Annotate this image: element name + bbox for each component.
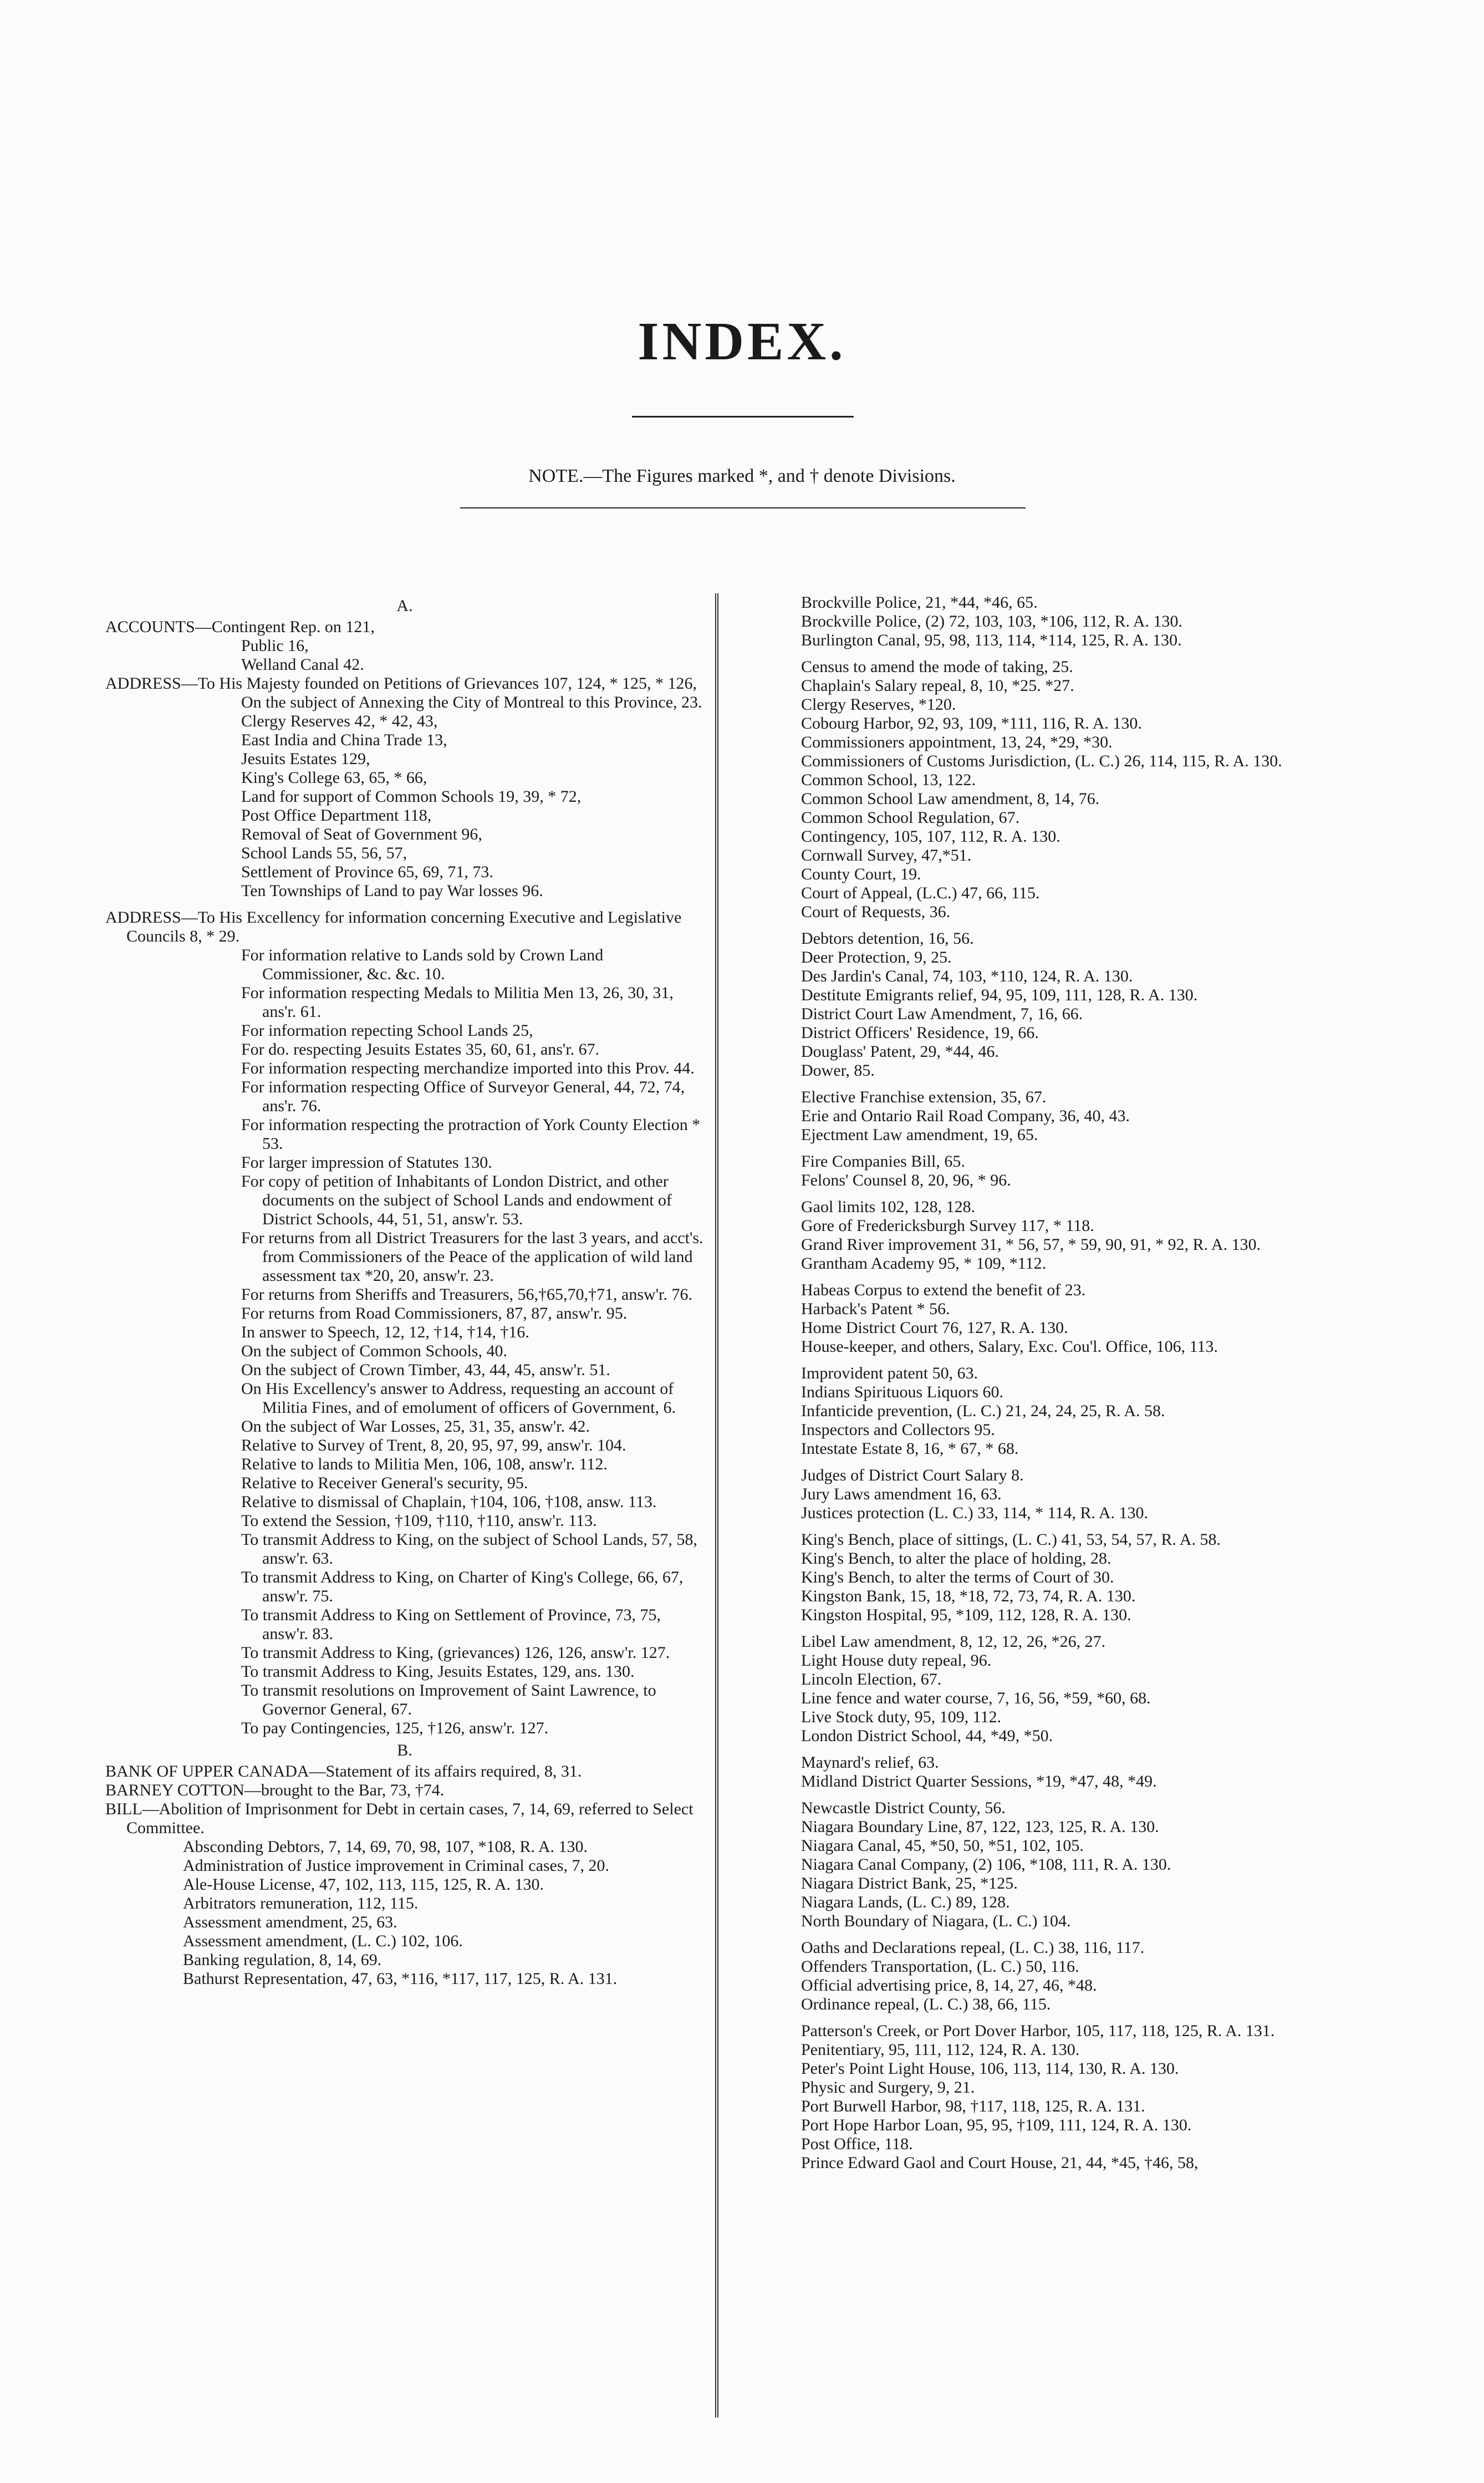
index-entry: King's Bench, to alter the terms of Court of 30.: [801, 1568, 1114, 1586]
index-entry: Court of Appeal, (L.C.) 47, 66, 115.: [801, 884, 1040, 902]
index-entry: Infanticide prevention, (L. C.) 21, 24, 24, 25, R. A. 58.: [801, 1402, 1165, 1420]
index-entry: For returns from Sheriffs and Treasurers, 56,†65,70,†71, answ'r. 76.: [241, 1285, 692, 1304]
index-entry: Deer Protection, 9, 25.: [801, 948, 952, 966]
index-entry: King's College 63, 65, * 66,: [241, 769, 427, 787]
index-entry: Lincoln Election, 67.: [801, 1670, 942, 1688]
index-entry: Des Jardin's Canal, 74, 103, *110, 124, R. A. 130.: [801, 967, 1133, 985]
index-entry: Indians Spirituous Liquors 60.: [801, 1383, 1003, 1401]
index-entry: For information respecting the protraction of York County Election * 53.: [241, 1116, 701, 1153]
index-entry: Maynard's relief, 63.: [801, 1753, 939, 1772]
index-entry: Elective Franchise extension, 35, 67.: [801, 1088, 1047, 1106]
column-divider: [715, 593, 718, 2418]
index-entry: Port Burwell Harbor, 98, †117, 118, 125, R. A. 131.: [801, 2097, 1145, 2115]
index-entry: Assessment amendment, (L. C.) 102, 106.: [183, 1932, 463, 1950]
index-entry: Court of Requests, 36.: [801, 903, 951, 921]
index-entry: Land for support of Common Schools 19, 39, * 72,: [241, 787, 582, 806]
index-entry: Common School Regulation, 67.: [801, 808, 1020, 827]
index-entry: Jesuits Estates 129,: [241, 750, 370, 768]
index-entry: Niagara Canal Company, (2) 106, *108, 111, R. A. 130.: [801, 1855, 1171, 1874]
index-entry: Absconding Debtors, 7, 14, 69, 70, 98, 107, *108, R. A. 130.: [183, 1838, 588, 1856]
index-entry: Banking regulation, 8, 14, 69.: [183, 1951, 382, 1969]
index-entry: Relative to Survey of Trent, 8, 20, 95, 97, 99, answ'r. 104.: [241, 1436, 626, 1454]
index-entry: Grand River improvement 31, * 56, 57, * 59, 90, 91, * 92, R. A. 130.: [801, 1235, 1261, 1254]
index-entry: For returns from Road Commissioners, 87, 87, answ'r. 95.: [241, 1304, 628, 1322]
index-entry: Intestate Estate 8, 16, * 67, * 68.: [801, 1439, 1019, 1458]
index-entry: District Court Law Amendment, 7, 16, 66.: [801, 1005, 1083, 1023]
index-column-left: [105, 593, 704, 1988]
index-entry: Relative to Receiver General's security, 95.: [241, 1474, 528, 1492]
index-entry: Grantham Academy 95, * 109, *112.: [801, 1254, 1047, 1273]
index-entry: Burlington Canal, 95, 98, 113, 114, *114, 125, R. A. 130.: [801, 631, 1182, 649]
index-entry: Niagara District Bank, 25, *125.: [801, 1874, 1018, 1892]
index-entry: For information relative to Lands sold by Crown Land Commissioner, &c. &c. 10.: [241, 946, 604, 983]
index-entry: On the subject of Annexing the City of Montreal to this Province, 23.: [241, 693, 702, 711]
index-entry: Justices protection (L. C.) 33, 114, * 114, R. A. 130.: [801, 1504, 1149, 1522]
index-entry: Brockville Police, (2) 72, 103, 103, *106, 112, R. A. 130.: [801, 612, 1183, 630]
index-entry: For information respecting Medals to Militia Men 13, 26, 30, 31, ans'r. 61.: [241, 984, 674, 1021]
index-entry: For do. respecting Jesuits Estates 35, 60, 61, ans'r. 67.: [241, 1040, 600, 1059]
index-entry: Public 16,: [241, 637, 309, 655]
index-entry: To transmit Address to King, on the subject of School Lands, 57, 58, answ'r. 63.: [241, 1530, 697, 1568]
index-entry: Settlement of Province 65, 69, 71, 73.: [241, 863, 493, 881]
index-entry: BILL—Abolition of Imprisonment for Debt in certain cases, 7, 14, 69, referred to Select Committee.: [105, 1800, 693, 1837]
title-rule: [632, 416, 854, 418]
index-entry: Peter's Point Light House, 106, 113, 114, 130, R. A. 130.: [801, 2059, 1179, 2078]
index-entry: Clergy Reserves, *120.: [801, 695, 956, 714]
index-entry: North Boundary of Niagara, (L. C.) 104.: [801, 1912, 1071, 1930]
index-entry: Gore of Fredericksburgh Survey 117, * 118.: [801, 1217, 1094, 1235]
index-entry: London District School, 44, *49, *50.: [801, 1727, 1053, 1745]
index-entry: Arbitrators remuneration, 112, 115.: [183, 1894, 419, 1912]
index-entry: Removal of Seat of Government 96,: [241, 825, 482, 843]
index-entry: Libel Law amendment, 8, 12, 12, 26, *26, 27.: [801, 1632, 1106, 1651]
index-entry: For information respecting merchandize imported into this Prov. 44.: [241, 1059, 695, 1077]
index-entry: On His Excellency's answer to Address, requesting an account of Militia Fines, and of emolument of officers of Government, 6.: [241, 1380, 676, 1417]
index-entry: Post Office, 118.: [801, 2135, 913, 2153]
index-entry: Brockville Police, 21, *44, *46, 65.: [801, 593, 1038, 612]
index-entry: Jury Laws amendment 16, 63.: [801, 1485, 1002, 1503]
index-entry: Home District Court 76, 127, R. A. 130.: [801, 1319, 1068, 1337]
index-entry: Port Hope Harbor Loan, 95, 95, †109, 111, 124, R. A. 130.: [801, 2116, 1192, 2134]
index-entry: ACCOUNTS—Contingent Rep. on 121,: [105, 618, 375, 636]
page-title: INDEX.: [638, 312, 846, 372]
index-entry: Debtors detention, 16, 56.: [801, 929, 974, 948]
index-entry: Ejectment Law amendment, 19, 65.: [801, 1126, 1038, 1144]
index-entry: On the subject of War Losses, 25, 31, 35, answ'r. 42.: [241, 1417, 590, 1436]
index-entry: Kingston Hospital, 95, *109, 112, 128, R. A. 130.: [801, 1606, 1131, 1624]
index-entry: Inspectors and Collectors 95.: [801, 1421, 995, 1439]
index-entry: Light House duty repeal, 96.: [801, 1651, 992, 1670]
index-entry: Niagara Canal, 45, *50, 50, *51, 102, 105.: [801, 1836, 1084, 1855]
index-entry: Census to amend the mode of taking, 25.: [801, 658, 1073, 676]
index-entry: To pay Contingencies, 125, †126, answ'r. 127.: [241, 1719, 549, 1737]
index-entry: Kingston Bank, 15, 18, *18, 72, 73, 74, R. A. 130.: [801, 1587, 1136, 1605]
index-entry: Common School Law amendment, 8, 14, 76.: [801, 790, 1100, 808]
index-entry: Official advertising price, 8, 14, 27, 46, *48.: [801, 1976, 1097, 1994]
index-entry: Erie and Ontario Rail Road Company, 36, 40, 43.: [801, 1107, 1130, 1125]
index-entry: Cobourg Harbor, 92, 93, 109, *111, 116, R. A. 130.: [801, 714, 1142, 732]
index-entry: Habeas Corpus to extend the benefit of 23.: [801, 1281, 1086, 1299]
index-entry: For information respecting Office of Surveyor General, 44, 72, 74, ans'r. 76.: [241, 1078, 685, 1115]
index-column-right: [801, 593, 1355, 2172]
index-entry: For information repecting School Lands 25,: [241, 1021, 533, 1040]
index-entry: School Lands 55, 56, 57,: [241, 844, 407, 862]
index-entry: For larger impression of Statutes 130.: [241, 1153, 492, 1172]
index-entry: Niagara Boundary Line, 87, 122, 123, 125, R. A. 130.: [801, 1818, 1159, 1836]
index-entry: To extend the Session, †109, †110, †110, answ'r. 113.: [241, 1512, 597, 1530]
index-entry: King's Bench, to alter the place of holding, 28.: [801, 1549, 1111, 1568]
section-letter: B.: [397, 1741, 412, 1759]
index-entry: Prince Edward Gaol and Court House, 21, 44, *45, †46, 58,: [801, 2154, 1199, 2172]
index-entry: Ordinance repeal, (L. C.) 38, 66, 115.: [801, 1995, 1051, 2013]
index-entry: On the subject of Common Schools, 40.: [241, 1342, 507, 1360]
index-entry: BANK OF UPPER CANADA—Statement of its affairs required, 8, 31.: [105, 1762, 582, 1780]
index-entry: Chaplain's Salary repeal, 8, 10, *25. *27.: [801, 676, 1074, 695]
index-entry: Ale-House License, 47, 102, 113, 115, 125, R. A. 130.: [183, 1875, 544, 1894]
index-entry: Contingency, 105, 107, 112, R. A. 130.: [801, 827, 1060, 846]
index-entry: Live Stock duty, 95, 109, 112.: [801, 1708, 1002, 1726]
index-entry: Destitute Emigrants relief, 94, 95, 109, 111, 128, R. A. 130.: [801, 986, 1198, 1004]
index-entry: For returns from all District Treasurers for the last 3 years, and acct's. from Commissioners of the Peace of the application of wild land assessment tax *20, 20, answ'r. 23.: [241, 1229, 703, 1285]
index-entry: Physic and Surgery, 9, 21.: [801, 2078, 975, 2097]
index-entry: Post Office Department 118,: [241, 806, 432, 825]
index-entry: King's Bench, place of sittings, (L. C.) 41, 53, 54, 57, R. A. 58.: [801, 1530, 1221, 1549]
index-entry: Relative to lands to Militia Men, 106, 108, answ'r. 112.: [241, 1455, 608, 1473]
index-entry: County Court, 19.: [801, 865, 921, 883]
index-entry: Welland Canal 42.: [241, 655, 364, 674]
index-entry: Administration of Justice improvement in Criminal cases, 7, 20.: [183, 1856, 610, 1875]
index-entry: Clergy Reserves 42, * 42, 43,: [241, 712, 438, 730]
index-entry: Patterson's Creek, or Port Dover Harbor, 105, 117, 118, 125, R. A. 131.: [801, 2022, 1275, 2040]
index-entry: Common School, 13, 122.: [801, 771, 976, 789]
index-entry: Gaol limits 102, 128, 128.: [801, 1198, 976, 1216]
index-entry: Bathurst Representation, 47, 63, *116, *117, 117, 125, R. A. 131.: [183, 1970, 618, 1988]
index-entry: Midland District Quarter Sessions, *19, *47, 48, *49.: [801, 1772, 1157, 1790]
index-entry: To transmit Address to King, on Charter of King's College, 66, 67, answ'r. 75.: [241, 1568, 684, 1605]
index-entry: To transmit Address to King, Jesuits Estates, 129, ans. 130.: [241, 1662, 635, 1681]
section-letter: A.: [396, 597, 413, 615]
index-entry: House-keeper, and others, Salary, Exc. Cou'l. Office, 106, 113.: [801, 1337, 1218, 1356]
index-entry: Improvident patent 50, 63.: [801, 1364, 978, 1382]
index-entry: In answer to Speech, 12, 12, †14, †14, †16.: [241, 1323, 529, 1341]
index-entry: Commissioners of Customs Jurisdiction, (L. C.) 26, 114, 115, R. A. 130.: [801, 752, 1282, 770]
index-entry: Cornwall Survey, 47,*51.: [801, 846, 972, 864]
index-entry: Line fence and water course, 7, 16, 56, *59, *60, 68.: [801, 1689, 1151, 1707]
index-entry: Ten Townships of Land to pay War losses 96.: [241, 882, 543, 900]
index-entry: Penitentiary, 95, 111, 112, 124, R. A. 130.: [801, 2041, 1080, 2059]
index-entry: BARNEY COTTON—brought to the Bar, 73, †74.: [105, 1781, 445, 1799]
index-entry: Oaths and Declarations repeal, (L. C.) 38, 116, 117.: [801, 1938, 1145, 1957]
index-entry: District Officers' Residence, 19, 66.: [801, 1024, 1039, 1042]
index-entry: Commissioners appointment, 13, 24, *29, *30.: [801, 733, 1113, 751]
note-line: NOTE.—The Figures marked *, and † denote Divisions.: [528, 466, 956, 486]
index-entry: Douglass' Patent, 29, *44, 46.: [801, 1042, 999, 1061]
index-entry: Judges of District Court Salary 8.: [801, 1466, 1024, 1484]
index-entry: Offenders Transportation, (L. C.) 50, 116.: [801, 1957, 1079, 1976]
index-entry: For copy of petition of Inhabitants of London District, and other documents on the subject of School Lands and endowment of District Schools, 44, 51, 51, answ'r. 53.: [241, 1172, 672, 1228]
index-entry: Relative to dismissal of Chaplain, †104, 106, †108, answ. 113.: [241, 1493, 657, 1511]
index-entry: To transmit Address to King, (grievances) 126, 126, answ'r. 127.: [241, 1644, 670, 1662]
index-entry: East India and China Trade 13,: [241, 731, 447, 749]
index-entry: Newcastle District County, 56.: [801, 1799, 1006, 1817]
index-entry: Niagara Lands, (L. C.) 89, 128.: [801, 1893, 1010, 1911]
index-entry: To transmit Address to King on Settlement of Province, 73, 75, answ'r. 83.: [241, 1606, 661, 1643]
index-entry: On the subject of Crown Timber, 43, 44, 45, answ'r. 51.: [241, 1361, 610, 1379]
index-entry: To transmit resolutions on Improvement of Saint Lawrence, to Governor General, 67.: [241, 1681, 656, 1718]
index-entry: ADDRESS—To His Majesty founded on Petitions of Grievances 107, 124, * 125, * 126,: [105, 674, 697, 693]
index-entry: Dower, 85.: [801, 1061, 875, 1080]
index-entry: Harback's Patent * 56.: [801, 1300, 950, 1318]
index-entry: Felons' Counsel 8, 20, 96, * 96.: [801, 1171, 1011, 1189]
index-entry: Assessment amendment, 25, 63.: [183, 1913, 397, 1931]
index-entry: ADDRESS—To His Excellency for information concerning Executive and Legislative Councils 8, * 29.: [105, 908, 682, 945]
index-entry: Fire Companies Bill, 65.: [801, 1152, 965, 1171]
note-rule: [460, 507, 1026, 508]
